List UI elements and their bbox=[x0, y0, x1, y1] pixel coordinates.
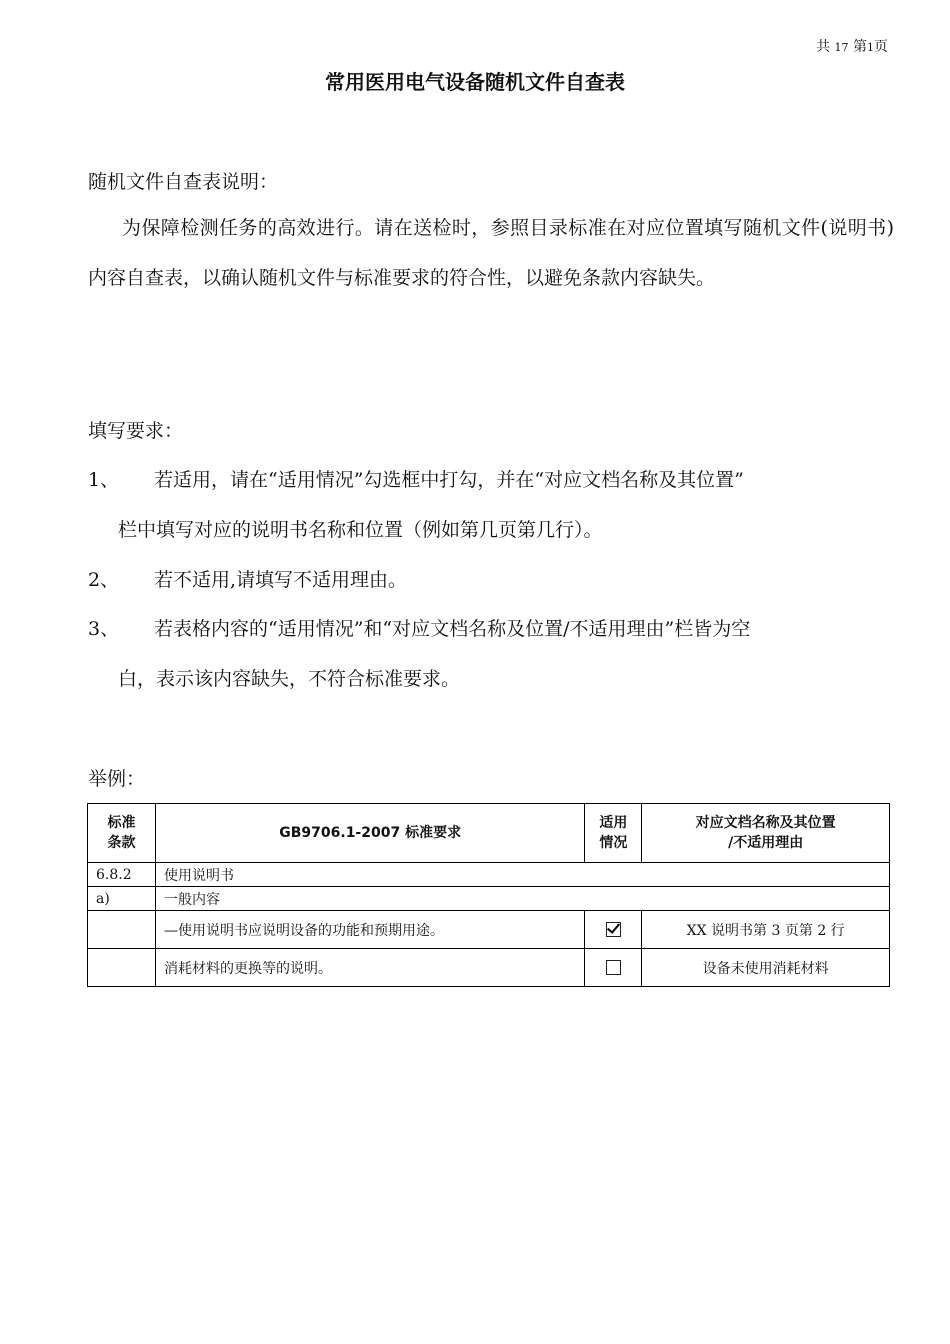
clause-cell bbox=[88, 911, 156, 949]
page-current-prefix: 第 bbox=[853, 39, 867, 55]
table-header-row bbox=[88, 804, 890, 863]
header-clause-line2: 条款 bbox=[107, 835, 136, 851]
document-title: 常用医用电气设备随机文件自查表 bbox=[325, 70, 625, 94]
applicable-cell bbox=[585, 911, 642, 949]
header-clause bbox=[88, 804, 156, 863]
page-total-prefix: 共 bbox=[816, 39, 831, 55]
page-suffix: 页 bbox=[874, 39, 888, 55]
requirement-text: 若表格内容的“适用情况”和“对应文档名称及位置/不适用理由”栏皆为空 bbox=[154, 618, 751, 640]
example-table bbox=[87, 803, 890, 987]
clause-cell: a) bbox=[88, 887, 156, 911]
table-row bbox=[88, 863, 890, 887]
requirement-cell: 一般内容 bbox=[155, 887, 889, 911]
header-clause-line1: 标准 bbox=[107, 815, 136, 831]
requirement-number: 1、 bbox=[88, 469, 120, 491]
requirement-text: 若不适用,请填写不适用理由。 bbox=[154, 569, 408, 591]
clause-cell bbox=[88, 949, 156, 987]
header-applicable-line2: 情况 bbox=[599, 835, 628, 851]
applicable-cell bbox=[585, 949, 642, 987]
header-location-line2: /不适用理由 bbox=[728, 835, 804, 851]
intro-heading: 随机文件自查表说明： bbox=[88, 171, 279, 193]
intro-body: 为保障检测任务的高效进行。请在送检时，参照目录标准在对应位置填写随机文件(说明书)内容自查表，以确认随机文件与标准要求的符合性，以避免条款内容缺失。 bbox=[88, 217, 894, 289]
header-applicable-line1: 适用 bbox=[599, 815, 628, 831]
checked-checkbox-icon[interactable] bbox=[606, 922, 621, 937]
page-total: 17 bbox=[834, 41, 849, 54]
header-location-line1: 对应文档名称及其位置 bbox=[695, 815, 836, 831]
example-heading: 举例： bbox=[88, 768, 146, 790]
requirement-text-continued: 白，表示该内容缺失，不符合标准要求。 bbox=[118, 668, 461, 690]
header-requirement: GB9706.1-2007 标准要求 bbox=[155, 804, 584, 863]
unchecked-checkbox-icon[interactable] bbox=[606, 960, 621, 975]
requirement-cell: 使用说明书 bbox=[155, 863, 889, 887]
table-row bbox=[88, 949, 890, 987]
requirement-cell: 消耗材料的更换等的说明。 bbox=[155, 949, 584, 987]
header-applicable bbox=[585, 804, 642, 863]
page-number bbox=[816, 36, 888, 56]
location-cell: XX 说明书第 3 页第 2 行 bbox=[642, 911, 890, 949]
table-row bbox=[88, 911, 890, 949]
requirement-text-continued: 栏中填写对应的说明书名称和位置（例如第几页第几行）。 bbox=[118, 519, 603, 541]
location-cell: 设备未使用消耗材料 bbox=[642, 949, 890, 987]
requirement-text: 若适用，请在“适用情况”勾选框中打勾，并在“对应文档名称及其位置” bbox=[154, 469, 744, 491]
requirement-number: 3、 bbox=[88, 618, 120, 640]
requirement-number: 2、 bbox=[88, 569, 120, 591]
requirement-cell: —使用说明书应说明设备的功能和预期用途。 bbox=[155, 911, 584, 949]
header-location bbox=[642, 804, 890, 863]
page-current: 1 bbox=[867, 41, 874, 54]
table-row bbox=[88, 887, 890, 911]
requirements-heading: 填写要求： bbox=[88, 420, 184, 442]
clause-cell: 6.8.2 bbox=[88, 863, 156, 887]
